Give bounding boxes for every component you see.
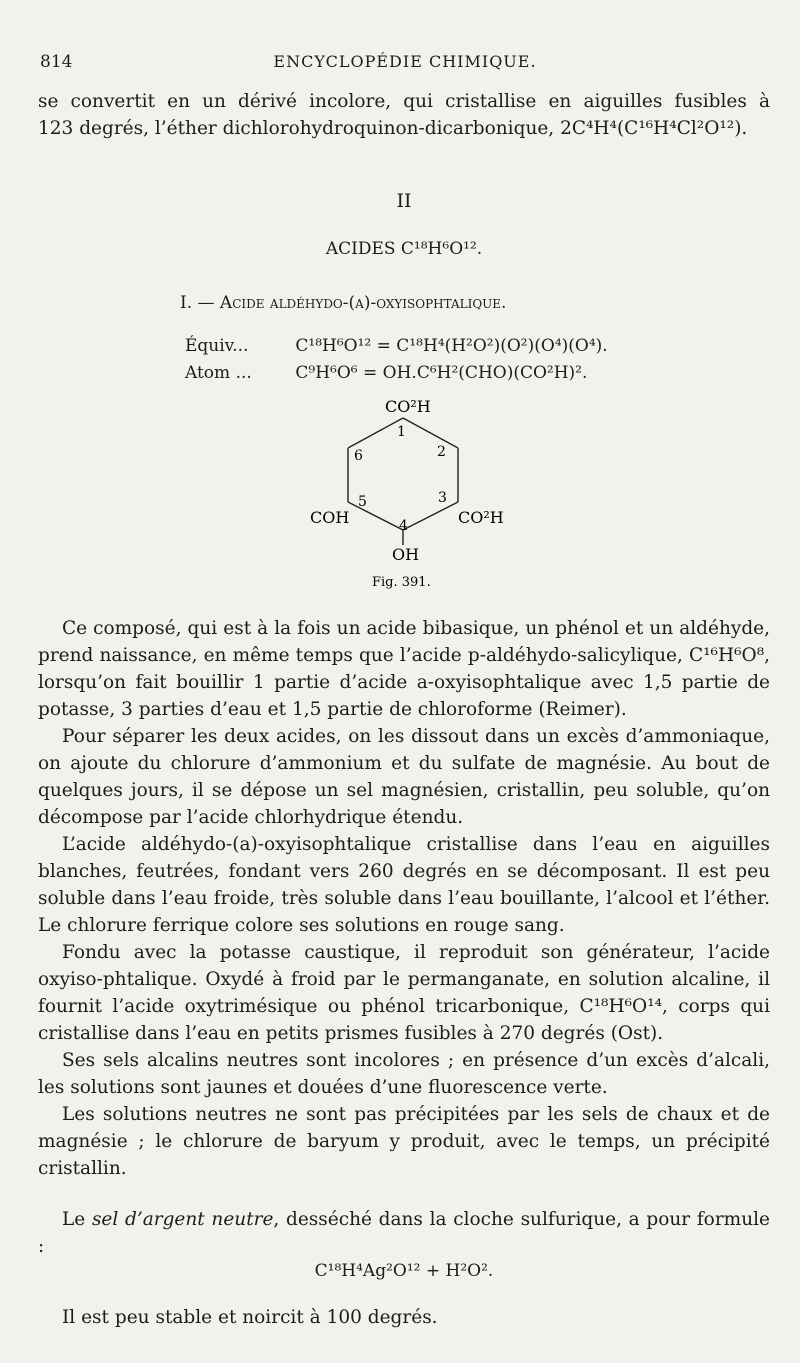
intro-line-2: 123 degrés, l’éther dichlorohydroquinon-dicarbonique, 2C⁴H⁴(C¹⁶H⁴Cl²O¹²).	[38, 118, 748, 139]
formula-atom-value: C⁹H⁶O⁶ = OH.C⁶H²(CHO)(CO²H)².	[295, 363, 588, 383]
figure-caption: Fig. 391.	[372, 575, 431, 590]
page-number: 814	[40, 52, 73, 72]
position-3: 3	[438, 490, 447, 506]
silver-salt-formula: C¹⁸H⁴Ag²O¹² + H²O².	[314, 1261, 494, 1281]
formula-equiv-value: C¹⁸H⁶O¹² = C¹⁸H⁴(H²O²)(O²)(O⁴)(O⁴).	[295, 336, 608, 356]
paragraph-origin: Ce composé, qui est à la fois un acide bibasique, un phénol et un aldéhyde, prend naissance, en même temps que l’acide p-aldéhydo-salicylique, C¹⁶H⁶O⁸, lorsqu’on fait bouillir 1 partie d’acide a-oxyisophtalique avec 1,5 partie de potasse, 3 parties d’eau et 1,5 partie de chloroforme (Reimer).	[38, 618, 770, 720]
closing-text	[38, 1304, 770, 1331]
ring-bond-3-4	[403, 502, 458, 530]
paragraph-precipitates: Les solutions neutres ne sont pas précipitées par les sels de chaux et de magnésie ; le chlorure de baryum y produit, avec le temps, un précipité cristallin.	[38, 1104, 770, 1179]
formula-atom-label: Atom ...	[185, 363, 252, 383]
position-5: 5	[358, 494, 367, 510]
intro-text	[38, 88, 770, 142]
formula-equiv	[185, 336, 608, 356]
position-2: 2	[437, 444, 446, 460]
formula-atom	[185, 363, 587, 383]
subsection-heading-text: I. — Acide aldéhydo-(a)-oxyisophtalique.	[180, 293, 507, 313]
formula-equiv-label: Équiv...	[185, 336, 249, 356]
paragraph-separation: Pour séparer les deux acides, on les dissout dans un excès d’ammoniaque, on ajoute du chlorure d’ammonium et du sulfate de magnésie. Au bout de quelques jours, il se dépose un sel magnésien, cristallin, peu soluble, qu’on décompose par l’acide chlorhydrique étendu.	[38, 726, 770, 828]
ring-bond-6-1	[348, 418, 403, 448]
substituent-right: CO²H	[458, 508, 504, 527]
running-title: ENCYCLOPÉDIE CHIMIQUE.	[273, 52, 537, 71]
substituent-top: CO²H	[385, 397, 431, 416]
page-header	[40, 52, 770, 78]
position-6: 6	[354, 448, 363, 464]
silver-salt-prefix: Le	[62, 1209, 92, 1230]
section-title: ACIDES C¹⁸H⁶O¹².	[325, 239, 483, 259]
paragraph-salts: Ses sels alcalins neutres sont incolores ; en présence d’un excès d’alcali, les solutions sont jaunes et douées d’une fluorescence verte.	[38, 1050, 770, 1098]
main-text	[38, 615, 770, 1182]
ring-bond-1-2	[403, 418, 458, 448]
closing-sentence: Il est peu stable et noircit à 100 degrés.	[62, 1307, 438, 1328]
section-number: II	[396, 190, 412, 212]
position-4: 4	[399, 518, 408, 534]
substituent-left: COH	[310, 508, 350, 527]
subsection-heading	[180, 290, 740, 317]
benzene-ring-figure	[290, 390, 530, 595]
silver-salt-sentence	[38, 1206, 770, 1260]
position-1: 1	[397, 424, 406, 440]
silver-salt-term: sel d’argent neutre	[91, 1209, 274, 1230]
silver-salt-suffix: , desséché dans la cloche sulfurique, a pour formule :	[38, 1209, 770, 1257]
substituent-bottom: OH	[392, 545, 420, 564]
intro-line-1: se convertit en un dérivé incolore, qui cristallise en aiguilles fusibles à	[38, 91, 770, 112]
paragraph-properties: L’acide aldéhydo-(a)-oxyisophtalique cristallise dans l’eau en aiguilles blanches, feutrées, fondant vers 260 degrés en se décomposant. Il est peu soluble dans l’eau froide, très soluble dans l’eau bouillante, l’alcool et l’éther. Le chlorure ferrique colore ses solutions en rouge sang.	[38, 834, 770, 936]
silver-salt-text	[38, 1206, 770, 1260]
paragraph-reactions: Fondu avec la potasse caustique, il reproduit son générateur, l’acide oxyiso-phtalique. Oxydé à froid par le permanganate, en solution alcaline, il fournit l’acide oxytrimésique ou phénol tricarbonique, C¹⁸H⁶O¹⁴, corps qui cristallise dans l’eau en petits prismes fusibles à 270 degrés (Ost).	[38, 942, 770, 1044]
ring-bond-4-5	[348, 502, 403, 530]
